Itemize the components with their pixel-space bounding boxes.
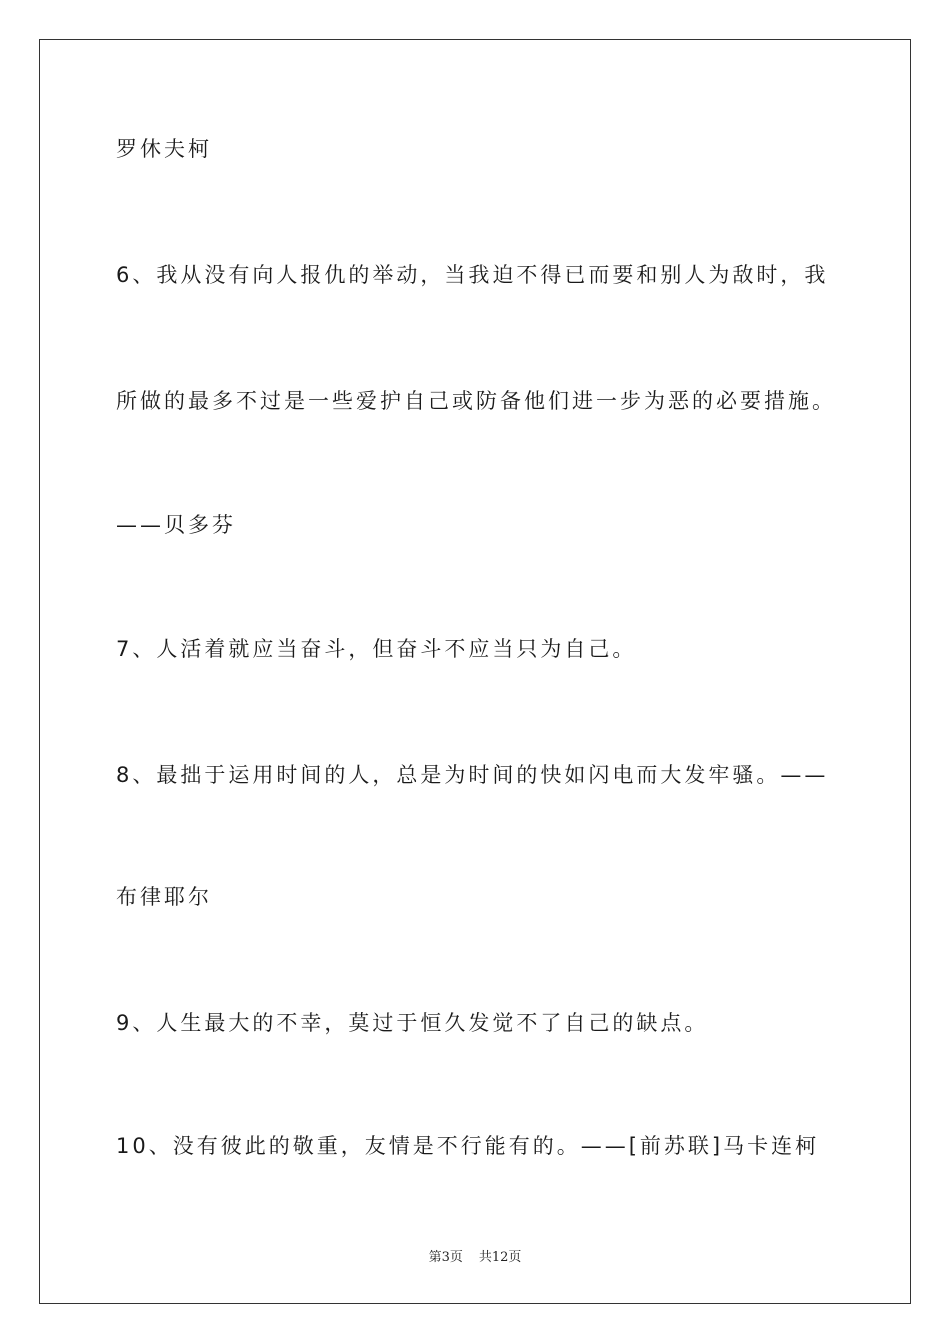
text-line-quote-7: 7、人活着就应当奋斗，但奋斗不应当只为自己。 — [116, 637, 637, 661]
text-line-author-3: 布律耶尔 — [116, 885, 212, 909]
text-line-quote-8: 8、最拙于运用时间的人，总是为时间的快如闪电而大发牢骚。—— — [116, 763, 829, 787]
text-line-author-2: ——贝多芬 — [116, 513, 236, 537]
text-line-author-1: 罗休夫柯 — [116, 137, 212, 161]
page-number: 第3页 — [428, 1250, 463, 1265]
page-footer — [0, 1246, 950, 1265]
text-line-quote-6-part-1: 6、我从没有向人报仇的举动，当我迫不得已而要和别人为敌时，我 — [116, 263, 829, 287]
page-total: 共12页 — [478, 1250, 522, 1265]
text-line-quote-9: 9、人生最大的不幸，莫过于恒久发觉不了自己的缺点。 — [116, 1011, 709, 1035]
page-border — [39, 39, 911, 1304]
text-line-quote-6-part-2: 所做的最多不过是一些爱护自己或防备他们进一步为恶的必要措施。 — [116, 389, 836, 413]
text-line-quote-10: 10、没有彼此的敬重，友情是不行能有的。——[前苏联]马卡连柯 — [116, 1134, 820, 1158]
